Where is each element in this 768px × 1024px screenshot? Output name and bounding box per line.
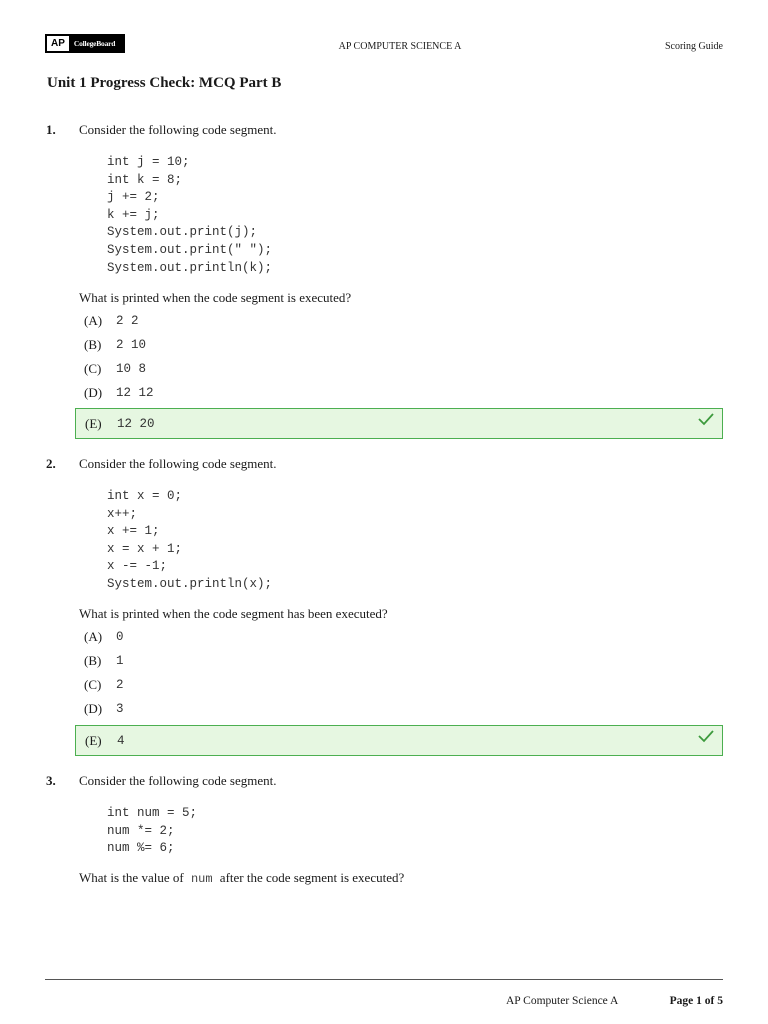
choice-value: 12 20 — [117, 416, 155, 431]
choice-letter: (E) — [85, 415, 102, 431]
question-1-choice-e-correct[interactable] — [75, 408, 723, 439]
question-1-code: int j = 10; int k = 8; j += 2; k += j; System.out.print(j); System.out.print(" "); System.out.println(k); — [107, 155, 273, 275]
question-3-inline-code: num — [190, 872, 213, 886]
checkmark-icon — [697, 729, 715, 743]
footer-page-number: Page 1 of 5 — [669, 995, 723, 1007]
question-3-prompt: Consider the following code segment. — [79, 773, 277, 788]
choice-value: 3 — [116, 702, 124, 716]
question-1-choice-a[interactable] — [75, 309, 723, 333]
choice-value: 2 — [116, 678, 124, 692]
question-2-choice-c[interactable] — [75, 673, 723, 697]
question-1-prompt: Consider the following code segment. — [79, 122, 277, 137]
choice-letter: (B) — [84, 653, 102, 668]
question-1-number: 1. — [46, 122, 56, 137]
question-2-text: What is printed when the code segment has been executed? — [79, 606, 388, 621]
choice-letter: (C) — [84, 361, 102, 376]
question-2-number: 2. — [46, 456, 56, 471]
logo-ap-mark: AP — [47, 36, 69, 51]
header-guide-label: Scoring Guide — [664, 41, 723, 52]
choice-letter: (E) — [85, 732, 102, 748]
logo-collegeboard-text: CollegeBoard — [73, 39, 116, 48]
footer-subject: AP Computer Science A — [506, 995, 619, 1007]
choice-letter: (B) — [84, 337, 102, 352]
choice-letter: (D) — [84, 385, 103, 400]
question-3-text-before: What is the value of — [79, 870, 184, 885]
page-title: Unit 1 Progress Check: MCQ Part B — [47, 75, 282, 91]
choice-letter: (A) — [84, 629, 103, 644]
question-2-choice-b[interactable] — [75, 649, 723, 673]
question-1-choice-c[interactable] — [75, 357, 723, 381]
question-2-choice-e-correct[interactable] — [75, 725, 723, 756]
question-2-prompt: Consider the following code segment. — [79, 456, 277, 471]
choice-letter: (A) — [84, 313, 103, 328]
choice-letter: (D) — [84, 701, 103, 716]
choice-value: 12 12 — [116, 386, 154, 400]
question-1-text: What is printed when the code segment is executed? — [79, 290, 352, 305]
choice-value: 1 — [116, 654, 124, 668]
question-2-choice-a[interactable] — [75, 625, 723, 649]
choice-value: 0 — [116, 630, 124, 644]
question-3-text-after: after the code segment is executed? — [219, 870, 405, 885]
question-2-code: int x = 0; x++; x += 1; x = x + 1; x -= -1; System.out.println(x); — [107, 489, 273, 591]
footer-divider — [45, 979, 723, 980]
choice-value: 2 2 — [116, 314, 139, 328]
question-3-text — [79, 870, 404, 886]
checkmark-icon — [697, 412, 715, 426]
question-2-choice-d[interactable] — [75, 697, 723, 721]
question-3-number: 3. — [46, 773, 56, 788]
choice-value: 4 — [117, 733, 125, 748]
choice-value: 10 8 — [116, 362, 147, 376]
question-1-choice-d[interactable] — [75, 381, 723, 405]
header-course: AP COMPUTER SCIENCE A — [338, 41, 462, 52]
question-3-code: int num = 5; num *= 2; num %= 6; — [107, 806, 198, 856]
choice-value: 2 10 — [116, 338, 147, 352]
choice-letter: (C) — [84, 677, 102, 692]
question-1-choice-b[interactable] — [75, 333, 723, 357]
